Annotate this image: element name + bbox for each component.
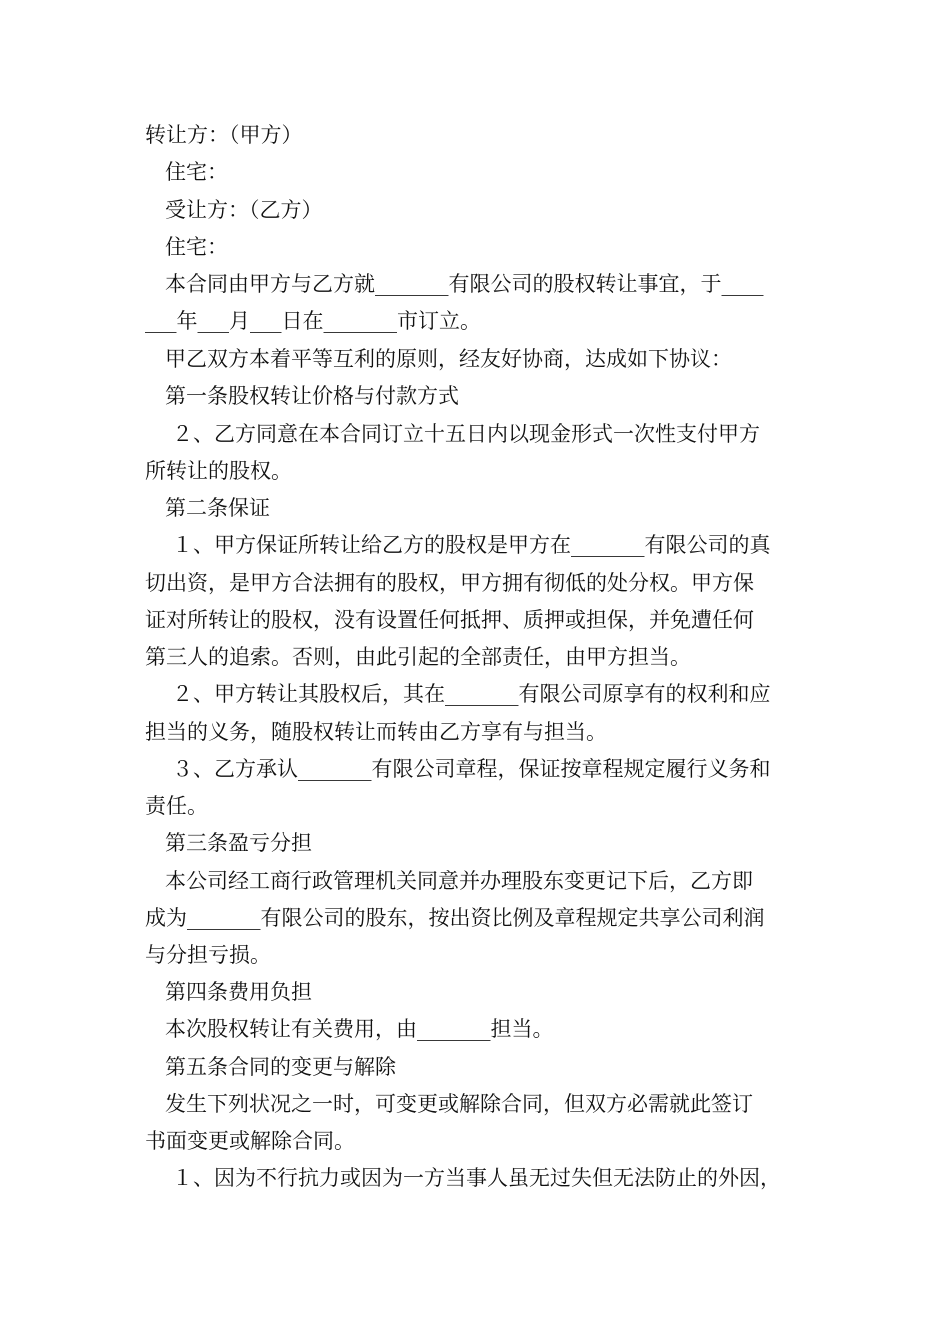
agreement-intro: 甲乙双方本着平等互利的原则，经友好协商，达成如下协议：	[165, 347, 732, 371]
article-2-clause-3-line-2: 责任。	[145, 794, 208, 818]
article-4-line-1: 本次股权转让有关费用，由_______担当。	[165, 1017, 554, 1041]
article-1-clause-2-line-2: 所转让的股权。	[145, 459, 292, 483]
article-2-clause-3-line-1: ３、乙方承认_______有限公司章程，保证按章程规定履行义务和	[172, 757, 771, 781]
party-b-address: 住宅：	[165, 235, 228, 259]
article-2-clause-1-line-2: 切出资，是甲方合法拥有的股权，甲方拥有彻低的处分权。甲方保	[145, 571, 754, 595]
article-2-clause-2-line-2: 担当的义务，随股权转让而转由乙方享有与担当。	[145, 720, 607, 744]
party-a-line: 转让方：（甲方）	[145, 123, 303, 147]
article-2-clause-1-line-1: １、甲方保证所转让给乙方的股权是甲方在_______有限公司的真	[172, 533, 771, 557]
preamble-line-1: 本合同由甲方与乙方就_______有限公司的股权转让事宜，于____	[165, 272, 764, 296]
article-5-line-1: 发生下列状况之一时，可变更或解除合同，但双方必需就此签订	[165, 1092, 753, 1116]
article-2-heading: 第二条保证	[165, 496, 270, 520]
article-2-clause-1-line-3: 证对所转让的股权，没有设置任何抵押、质押或担保，并免遭任何	[145, 608, 754, 632]
article-5-clause-1-line-1: １、因为不行抗力或因为一方当事人虽无过失但无法防止的外因，	[172, 1166, 781, 1190]
article-1-clause-2-line-1: ２、乙方同意在本合同订立十五日内以现金形式一次性支付甲方	[172, 422, 760, 446]
article-3-heading: 第三条盈亏分担	[165, 831, 312, 855]
article-4-heading: 第四条费用负担	[165, 980, 312, 1004]
article-3-line-2: 成为_______有限公司的股东，按出资比例及章程规定共享公司利润	[145, 906, 765, 930]
article-1-heading: 第一条股权转让价格与付款方式	[165, 384, 459, 408]
article-2-clause-1-line-4: 第三人的追索。否则，由此引起的全部责任，由甲方担当。	[145, 645, 691, 669]
article-3-line-1: 本公司经工商行政管理机关同意并办理股东变更记下后，乙方即	[165, 869, 753, 893]
preamble-line-2: ___年___月___日在_______市订立。	[145, 309, 481, 333]
article-5-heading: 第五条合同的变更与解除	[165, 1055, 396, 1079]
article-5-line-2: 书面变更或解除合同。	[145, 1129, 355, 1153]
party-a-address: 住宅：	[165, 160, 228, 184]
article-2-clause-2-line-1: ２、甲方转让其股权后，其在_______有限公司原享有的权利和应	[172, 682, 771, 706]
party-b-line: 受让方：（乙方）	[165, 198, 323, 222]
article-3-line-3: 与分担亏损。	[145, 943, 271, 967]
